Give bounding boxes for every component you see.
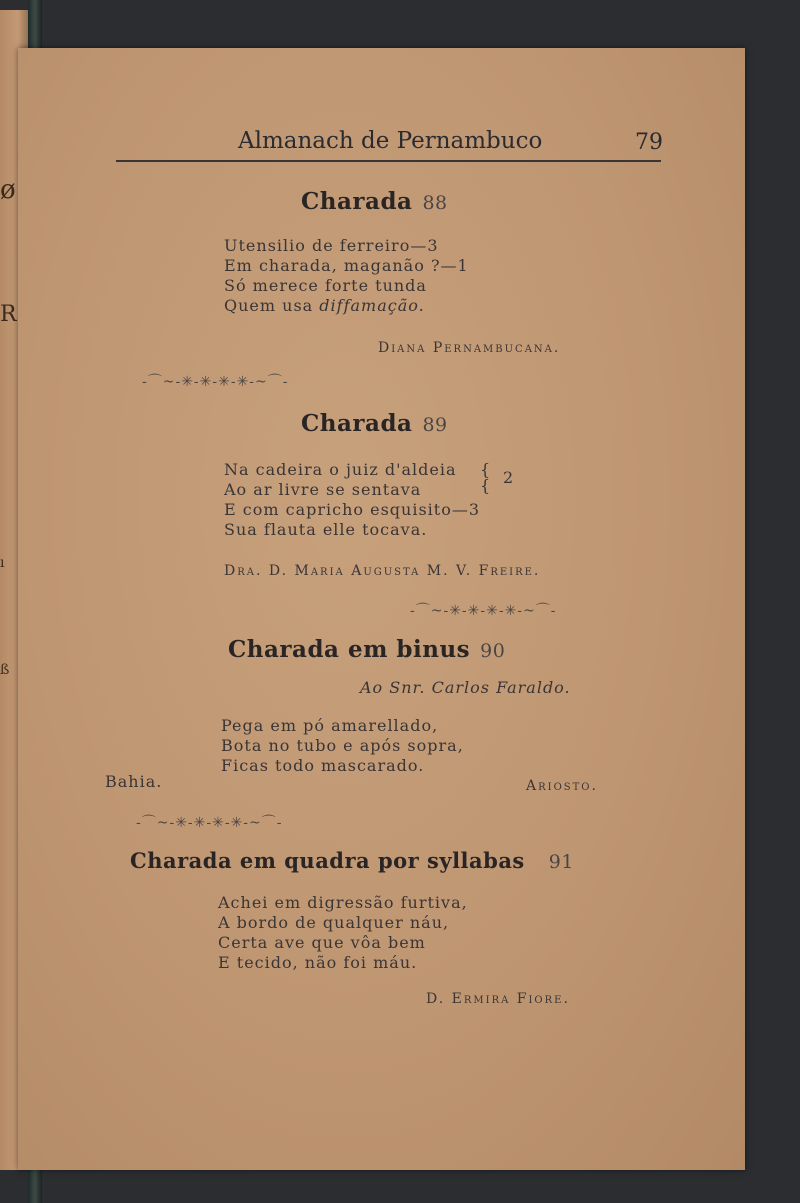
- verse-line: A bordo de qualquer náu,: [218, 913, 450, 932]
- brace-number: 2: [503, 468, 514, 487]
- section-number: 91: [548, 851, 574, 873]
- signature: Diana Pernambucana.: [378, 340, 561, 356]
- italic-word: diffamação.: [319, 296, 425, 315]
- verse-line: Quem usa diffamação.: [224, 296, 425, 315]
- running-header: Almanach de Pernambuco: [238, 128, 543, 154]
- place-name: Bahia.: [105, 772, 163, 791]
- brace: { {: [480, 460, 491, 495]
- section-heading: [301, 188, 448, 215]
- section-number: 90: [480, 640, 506, 662]
- verse-line: Ao ar livre se sentava: [224, 480, 422, 499]
- ornament-divider: -⌒~-✳-✳-✳-✳-~⌒-: [410, 603, 557, 619]
- signature: Ariosto.: [526, 778, 598, 794]
- section-number: 89: [422, 414, 448, 436]
- verse-line: Utensilio de ferreiro—3: [224, 236, 439, 255]
- verse-line: Só merece forte tunda: [224, 276, 427, 295]
- verse-line: Na cadeira o juiz d'aldeia: [224, 460, 457, 479]
- verse-line: E tecido, não foi máu.: [218, 953, 418, 972]
- section-title: Charada: [301, 410, 413, 437]
- verse-line: Bota no tubo e após sopra,: [221, 736, 464, 755]
- left-page-fragment: ø: [0, 175, 16, 205]
- verse-line: E com capricho esquisito—3: [224, 500, 481, 519]
- ornament-divider: -⌒~-✳-✳-✳-✳-~⌒-: [142, 374, 289, 390]
- section-number: 88: [422, 192, 448, 214]
- section-title: Charada: [301, 188, 413, 215]
- verse: [221, 716, 464, 776]
- verse-line: Sua flauta elle tocava.: [224, 520, 428, 539]
- section-heading: [130, 848, 574, 873]
- section-title: Charada em binus: [228, 636, 471, 663]
- verse-line: Achei em digressão furtiva,: [218, 893, 468, 912]
- verse-line: Ficas todo mascarado.: [221, 756, 425, 775]
- dedication: Ao Snr. Carlos Faraldo.: [360, 678, 571, 697]
- left-page-fragment: R: [0, 302, 17, 327]
- section-heading: [301, 410, 448, 437]
- verse-line: Certa ave que vôa bem: [218, 933, 426, 952]
- verse: [224, 460, 480, 540]
- verse: [224, 236, 469, 316]
- section-heading: [228, 636, 505, 663]
- signature: Dra. D. Maria Augusta M. V. Freire.: [224, 563, 541, 579]
- header-rule: [116, 160, 661, 162]
- left-page-fragment: ı: [0, 555, 5, 571]
- page-number: 79: [635, 130, 663, 155]
- verse: [218, 893, 468, 973]
- verse-line: Em charada, maganão ?—1: [224, 256, 469, 275]
- book-page: [18, 48, 745, 1170]
- verse-line: Pega em pó amarellado,: [221, 716, 439, 735]
- ornament-divider: -⌒~-✳-✳-✳-✳-~⌒-: [136, 815, 283, 831]
- left-page-fragment: ß: [0, 662, 10, 678]
- signature: D. Ermira Fiore.: [426, 991, 570, 1007]
- section-title: Charada em quadra por syllabas: [130, 848, 525, 873]
